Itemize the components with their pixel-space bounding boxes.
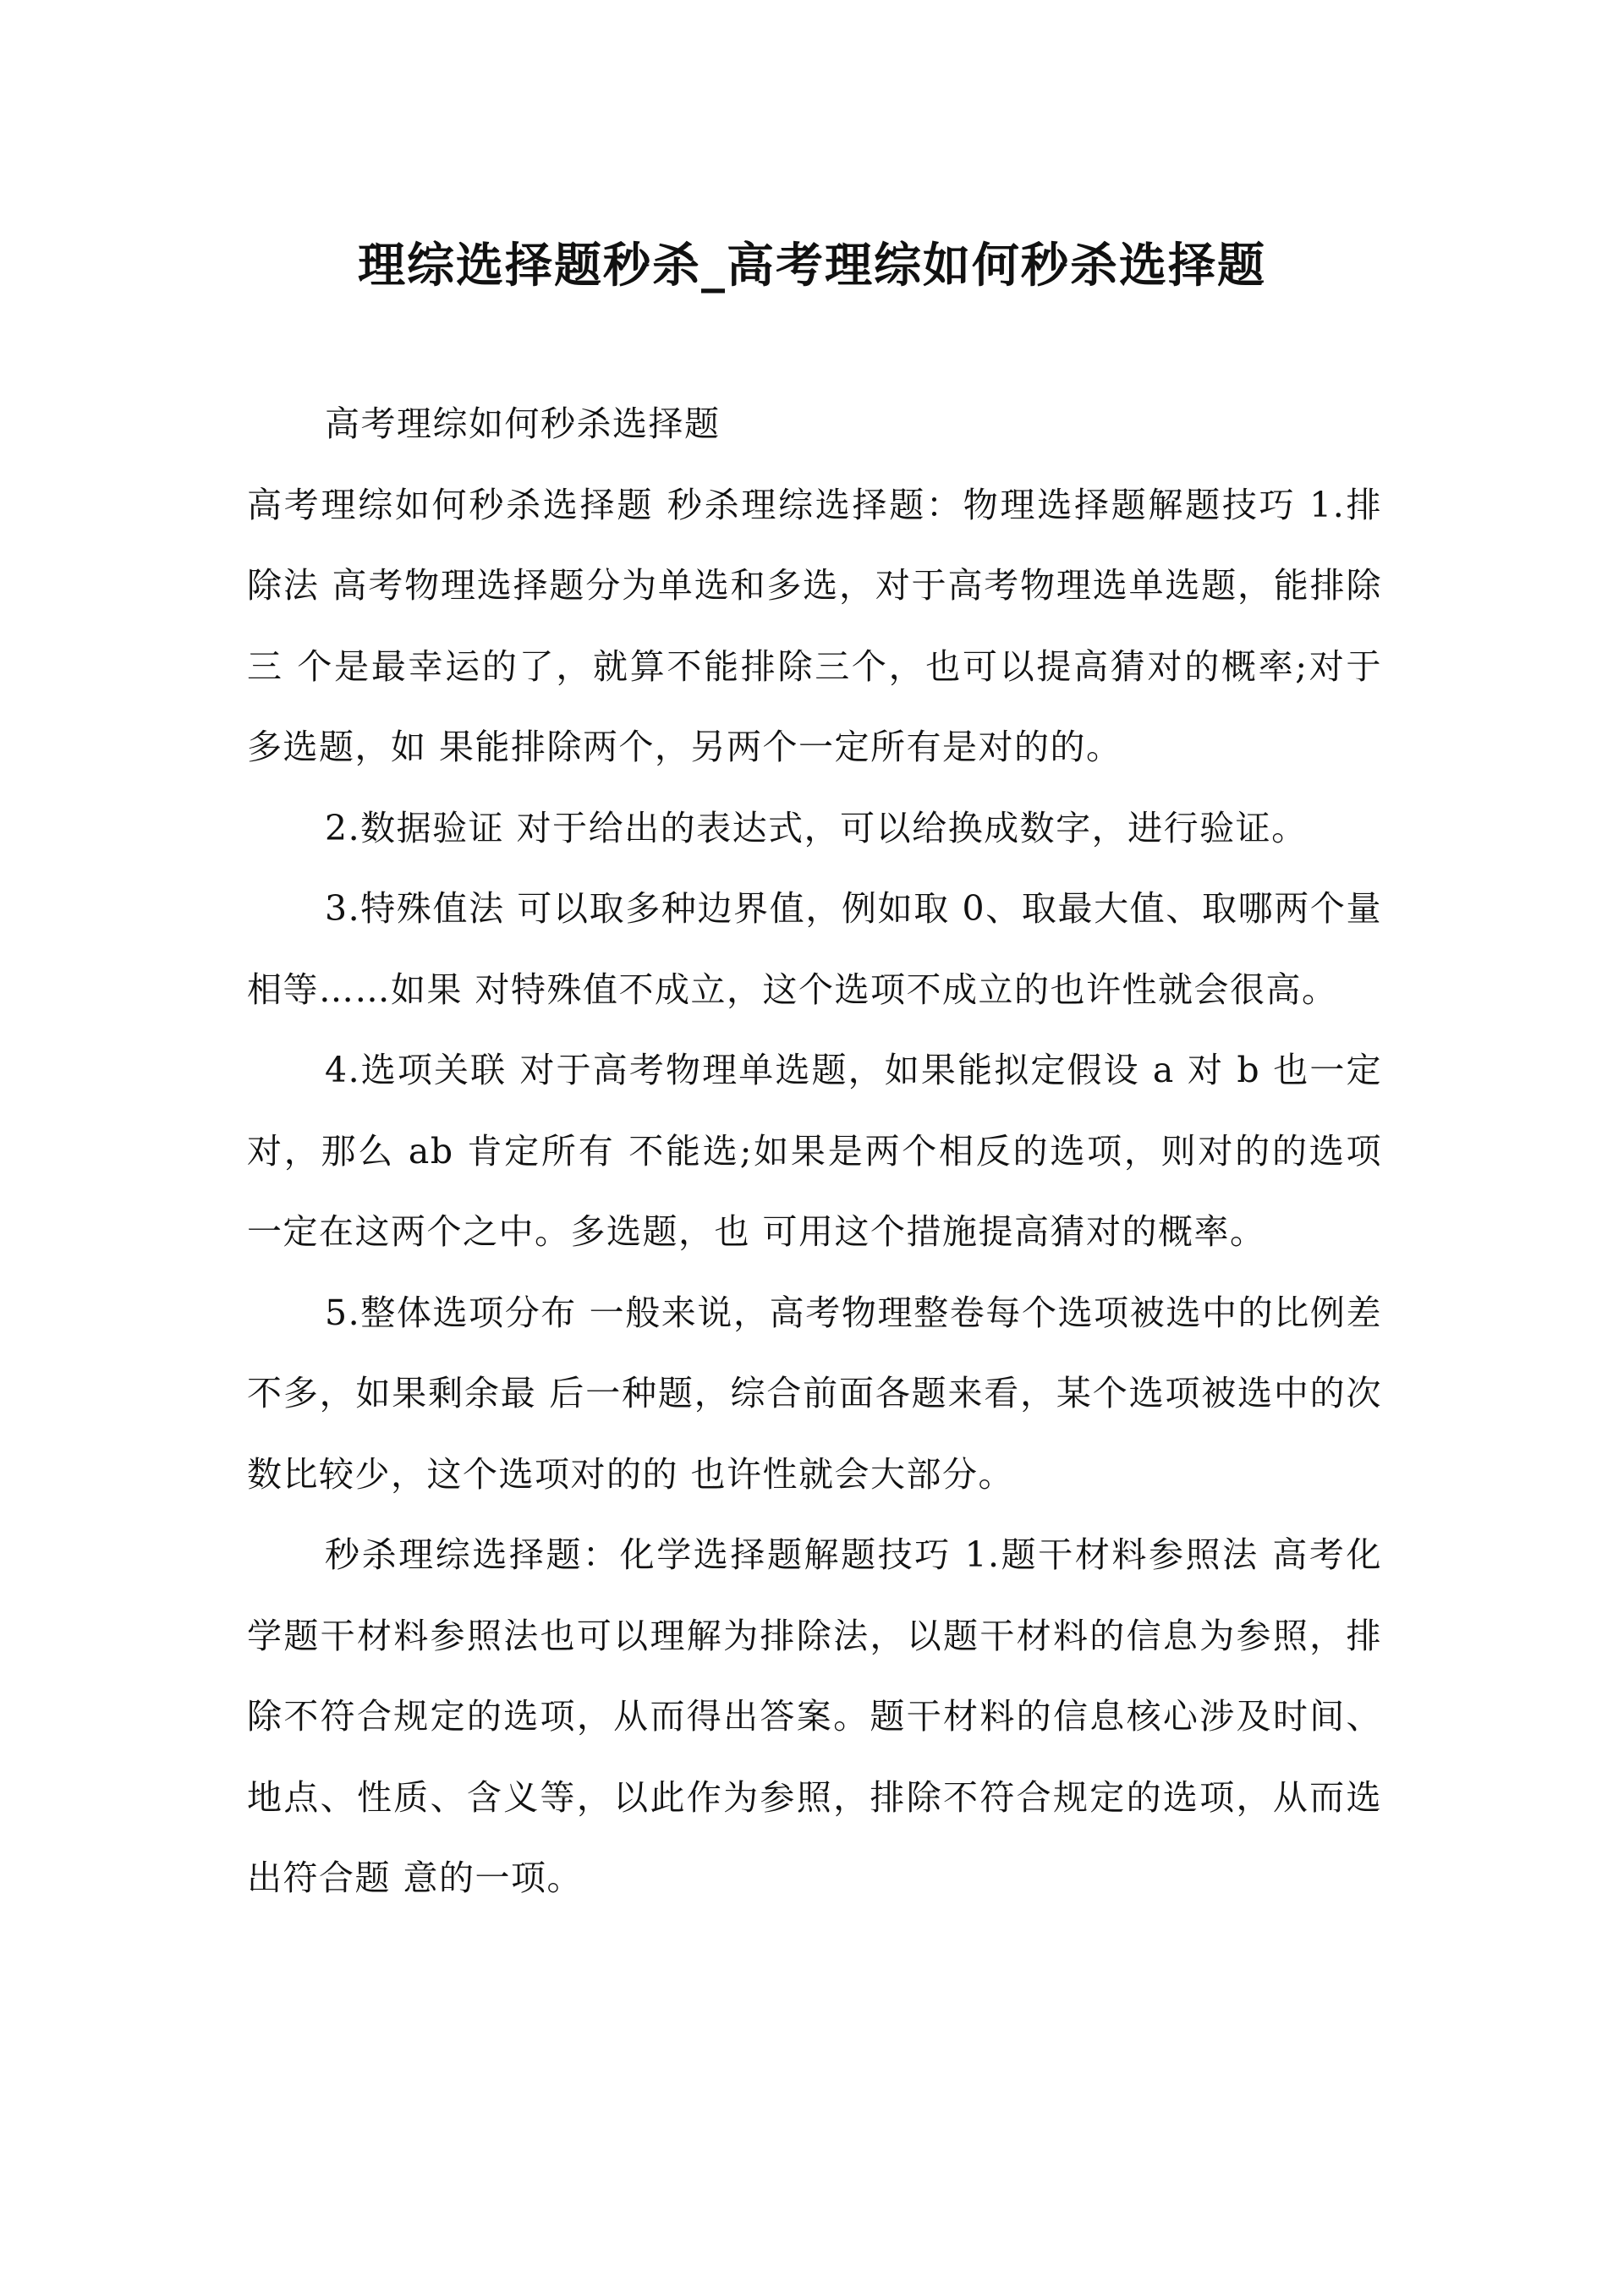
- paragraph-option-relation: 4.选项关联 对于高考物理单选题，如果能拟定假设 a 对 b 也一定对，那么 ab 肯定所有 不能选;如果是两个相反的选项，则对的的选项一定在这两个之中。多选题，也 可用这个措施提高猜对的概率。: [247, 1050, 1382, 1252]
- paragraph-chemistry-tips: 秒杀理综选择题：化学选择题解题技巧 1.题干材料参照法 高考化学题干材料参照法也可以理解为排除法，以题干材料的信息为参照，排除不符合规定的选项，从而得出答案。题干材料的信息核心涉及时间、地点、性质、含义等，以此作为参照，排除不符合规定的选项，从而选出符合题 意的一项。: [247, 1534, 1382, 1898]
- paragraph-data-verification: 2.数据验证 对于给出的表达式，可以给换成数字，进行验证。: [325, 807, 1308, 848]
- paragraph-option-distribution: 5.整体选项分布 一般来说，高考物理整卷每个选项被选中的比例差不多，如果剩余最 后一种题，综合前面各题来看，某个选项被选中的次数比较少，这个选项对的的 也许性就会大部分。: [247, 1292, 1382, 1495]
- paragraph-special-value: 3.特殊值法 可以取多种边界值，例如取 0、取最大值、取哪两个量相等……如果 对特殊值不成立，这个选项不成立的也许性就会很高。: [247, 888, 1382, 1010]
- paragraph-subtitle: 高考理综如何秒杀选择题: [325, 403, 721, 444]
- page-title: 理综选择题秒杀_高考理综如何秒杀选择题: [358, 237, 1266, 294]
- document-body: [247, 384, 1382, 1919]
- paragraph-physics-intro: 高考理综如何秒杀选择题 秒杀理综选择题：物理选择题解题技巧 1.排除法 高考物理选择题分为单选和多选，对于高考物理选单选题，能排除三 个是最幸运的了，就算不能排除三个，也可以提高猜对的概率;对于多选题，如 果能排除两个，另两个一定所有是对的的。: [247, 484, 1382, 767]
